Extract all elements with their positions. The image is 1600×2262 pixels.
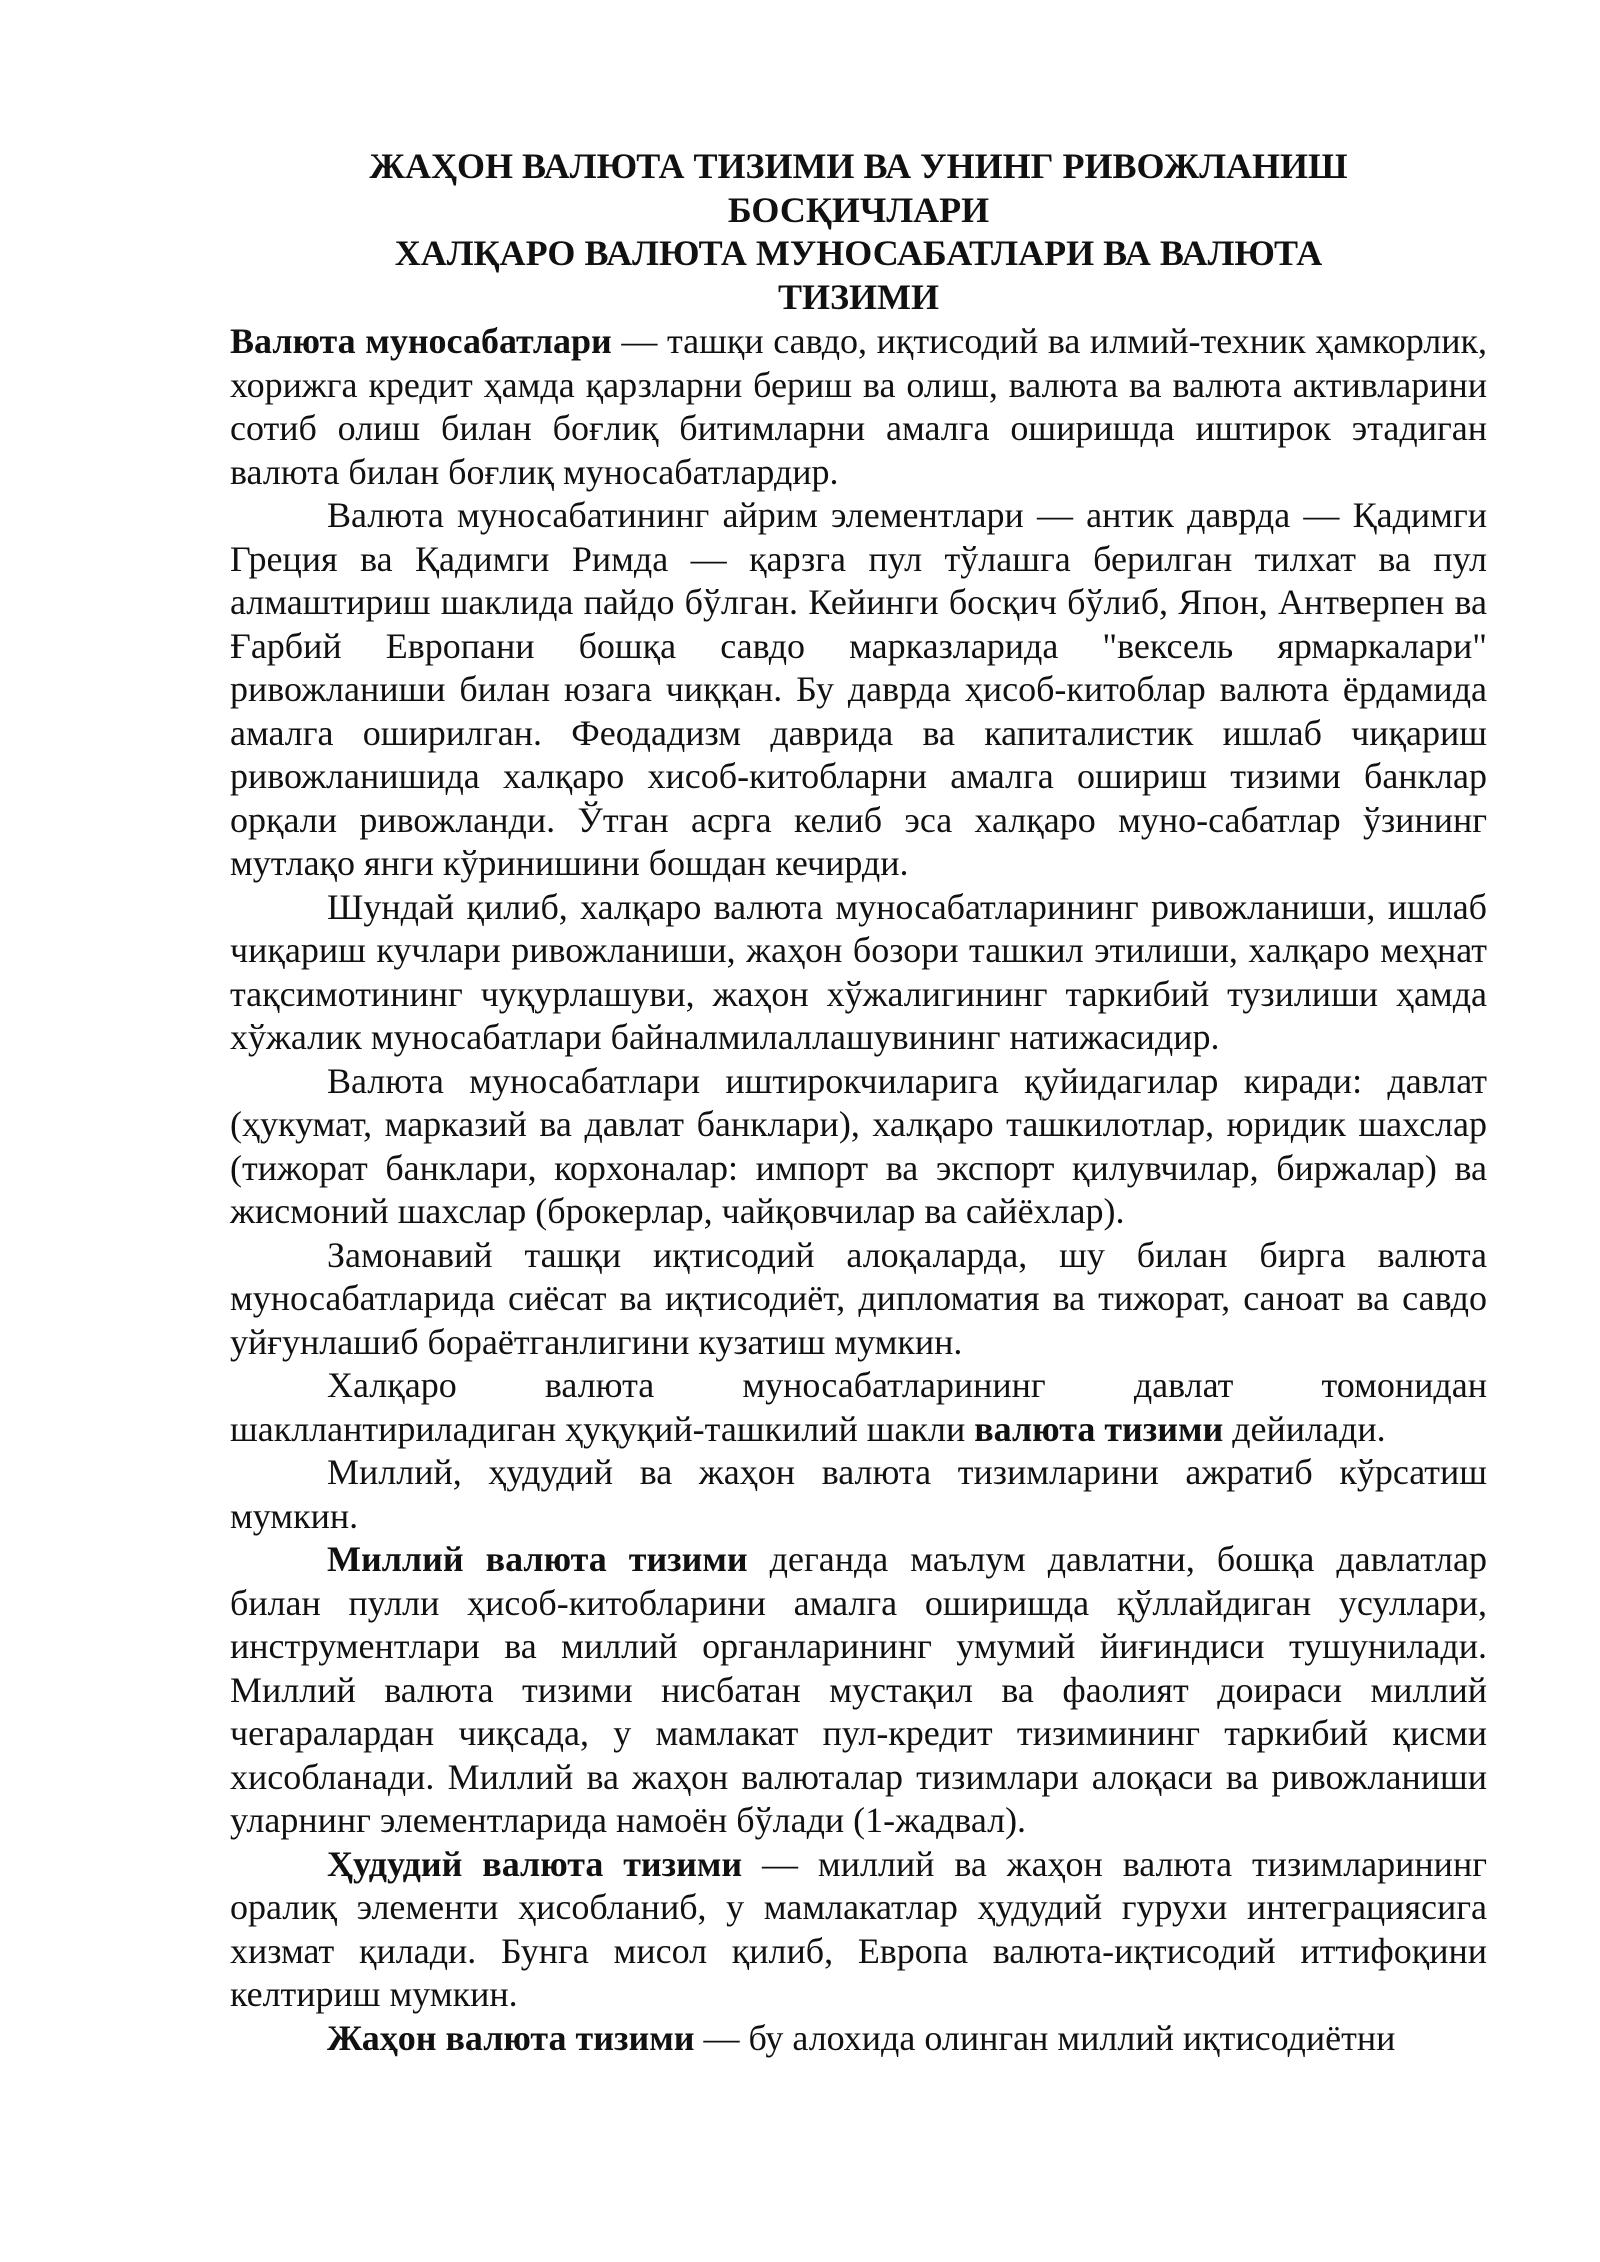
paragraph-regional-system [230, 1843, 1487, 2017]
main-title-line-2: БОСҚИЧЛАРИ [727, 189, 990, 230]
document-heading [230, 145, 1487, 320]
term-national-currency-system: Миллий валюта тизими [327, 1539, 748, 1579]
paragraph-system-types: Миллий, ҳудудий ва жаҳон валюта тизимларини ажратиб кўрсатиш мумкин. [230, 1452, 1487, 1536]
subtitle-line-1: ХАЛҚАРО ВАЛЮТА МУНОСАБАТЛАРИ ВА ВАЛЮТА [394, 233, 1323, 273]
paragraph-currency-system-definition [230, 1364, 1487, 1451]
main-title-line-1: ЖАҲОН ВАЛЮТА ТИЗИМИ ВА УНИНГ РИВОЖЛАНИШ [369, 146, 1348, 186]
term-world-currency-system: Жаҳон валюта тизими [327, 2017, 695, 2058]
paragraph-currency-relations [230, 320, 1487, 494]
term-currency-system: валюта тизими [974, 1408, 1224, 1449]
paragraph-text: — ташқи савдо, иқтисодий ва илмий-техник ҳамкорлик, хорижга кредит ҳамда қарзларни бериш ва олиш, валюта ва валюта активларини сотиб олиш билан боғлиқ битимларни амалга оширишда иштирок этадиган валюта билан боғлиқ муносабатлардир. [230, 321, 1487, 492]
paragraph-text: Халқаро валюта муносабатларининг давлат томонидан шакллантириладиган ҳуқуқий-ташкилий шакли [230, 1365, 1487, 1449]
paragraph-history: Валюта муносабатининг айрим элементлари — антик даврда — Қадимги Греция ва Қадимги Римда — қарзга пул тўлашга берилган тилхат ва пул алмаштириш шаклида пайдо бўлган. Кейинги босқич бўлиб, Япон, Антверпен ва Ғарбий Европани бошқа савдо марказларида "вексель ярмаркалари" ривожланиши билан юзага чиққан. Бу даврда ҳисоб-китоблар валюта ёрдамида амалга оширилган. Феодадизм даврида ва капиталистик ишлаб чиқариш ривожланишида халқаро хисоб-китобларни амалга ошириш тизими банклар орқали ривожланди. Ўтган асрга келиб эса халқаро муно-сабатлар ўзининг мутлақо янги кўринишини бошдан кечирди. [230, 495, 1487, 883]
term-regional-currency-system: Ҳудудий валюта тизими [327, 1843, 743, 1884]
document-page [230, 145, 1487, 2060]
paragraph-development: Шундай қилиб, халқаро валюта муносабатларининг ривожланиши, ишлаб чиқариш кучлари ривожланиши, жаҳон бозори ташкил этилиши, халқаро меҳнат тақсимотининг чуқурлашуви, жаҳон хўжалигининг таркибий тузилиши ҳамда хўжалик муносабатлари байналмилаллашувининг натижасидир. [230, 886, 1487, 1057]
paragraph-national-system [230, 1538, 1487, 1843]
paragraph-text: деганда маълум давлатни, бошқа давлатлар билан пулли ҳисоб-китобларини амалга оширишда қўллайдиган усуллари, инструментлари ва миллий органларининг умумий йиғиндиси тушунилади. Миллий валюта тизими нисбатан мустақил ва фаолият доираси миллий чегаралардан чиқсада, у мамлакат пул-кредит тизимининг таркибий қисми хисобланади. Миллий ва жаҳон валюталар тизимлари алоқаси ва ривожланиши уларнинг элементларида намоён бўлади (1-жадвал). [230, 1539, 1487, 1840]
paragraph-world-system [230, 2017, 1487, 2061]
subtitle-line-2: ТИЗИМИ [778, 276, 939, 317]
paragraph-text: дейилади. [1223, 1408, 1386, 1449]
paragraph-modern-relations: Замонавий ташқи иқтисодий алоқаларда, шу билан бирга валюта муносабатларида сиёсат ва иқтисодиёт, дипломатия ва тижорат, саноат ва савдо уйғунлашиб бораётганлигини кузатиш мумкин. [230, 1234, 1487, 1362]
term-currency-relations: Валюта муносабатлари [230, 321, 612, 361]
paragraph-text: — миллий ва жаҳон валюта тизимларининг оралиқ элементи ҳисобланиб, у мамлакатлар ҳудудий гурухи интеграциясига хизмат қилади. Бунга мисол қилиб, Европа валюта-иқтисодий иттифоқини келтириш мумкин. [230, 1843, 1487, 2014]
paragraph-participants: Валюта муносабатлари иштирокчиларига қуйидагилар киради: давлат (ҳукумат, марказий ва давлат банклари), халқаро ташкилотлар, юридик шахслар (тижорат банклари, корхоналар: импорт ва экспорт қилувчилар, биржалар) ва жисмоний шахслар (брокерлар, чайқовчилар ва сайёхлар). [230, 1060, 1487, 1231]
paragraph-text: — бу алохида олинган миллий иқтисодиётни [694, 2017, 1396, 2058]
